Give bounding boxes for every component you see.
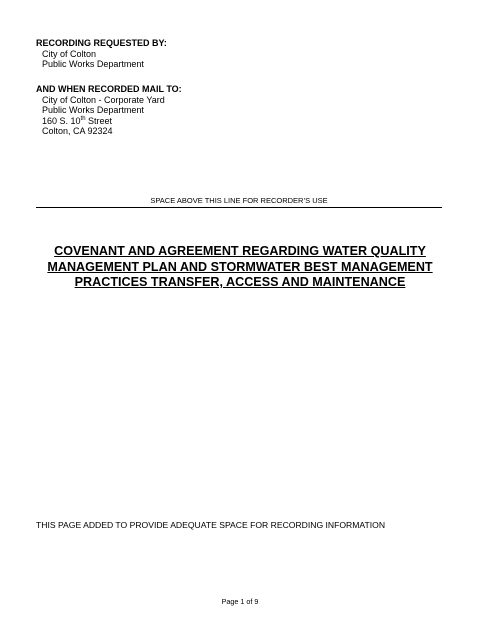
recording-requested-heading: RECORDING REQUESTED BY: <box>36 38 167 48</box>
recording-space-note: THIS PAGE ADDED TO PROVIDE ADEQUATE SPACE FOR RECORDING INFORMATION <box>36 520 386 530</box>
mail-to-name: City of Colton - Corporate Yard <box>42 94 165 105</box>
street-name: Street <box>85 115 113 126</box>
recording-requested-block <box>36 38 167 70</box>
street-number: 160 S. 10 <box>42 115 81 126</box>
street-ordinal: th <box>80 115 86 122</box>
page-number: Page 1 of 9 <box>221 597 259 606</box>
mail-to-department: Public Works Department <box>42 105 144 115</box>
title-line-2: MANAGEMENT PLAN AND STORMWATER BEST MANAGEMENT <box>47 259 433 274</box>
recorder-space-divider: SPACE ABOVE THIS LINE FOR RECORDER’S USE <box>36 196 442 208</box>
mail-to-street <box>36 116 182 127</box>
mail-to-block <box>36 84 182 137</box>
title-line-3: PRACTICES TRANSFER, ACCESS AND MAINTENANCE <box>74 275 406 289</box>
requester-department: Public Works Department <box>42 59 144 69</box>
document-title <box>30 244 450 291</box>
mail-to-heading: AND WHEN RECORDED MAIL TO: <box>36 84 182 94</box>
requester-name: City of Colton <box>42 48 97 59</box>
title-line-1: COVENANT AND AGREEMENT REGARDING WATER QUALITY <box>54 244 426 258</box>
mail-to-city: Colton, CA 92324 <box>42 126 113 136</box>
